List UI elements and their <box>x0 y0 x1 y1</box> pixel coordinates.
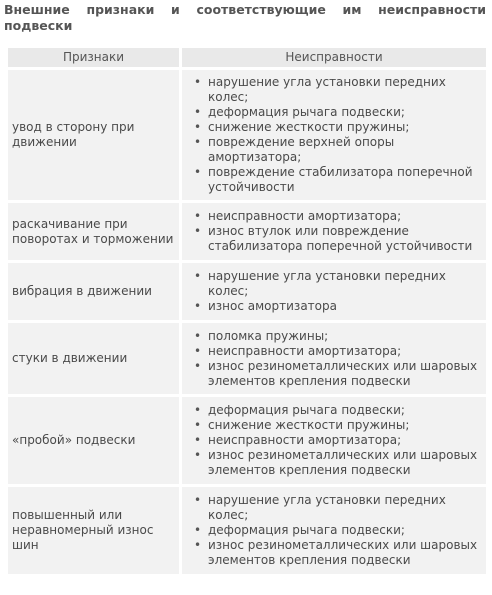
symptom-cell: стуки в движении <box>8 323 179 394</box>
table-row <box>8 487 486 574</box>
fault-item: • износ резинометаллических или шаровых элементов крепления подвески <box>208 448 486 478</box>
faults-cell <box>182 203 486 260</box>
fault-item: • износ резинометаллических или шаровых элементов крепления подвески <box>208 359 486 389</box>
faults-cell <box>182 263 486 320</box>
fault-item: • повреждение стабилизатора поперечной устойчивости <box>208 165 486 195</box>
table-header-row <box>8 48 486 67</box>
symptom-cell: повышенный или неравномерный износ шин <box>8 487 179 574</box>
symptom-cell: «пробой» подвески <box>8 397 179 484</box>
faults-cell <box>182 70 486 200</box>
faults-list <box>182 269 486 314</box>
faults-list <box>182 403 486 478</box>
table-body <box>8 70 486 574</box>
symptom-cell: вибрация в движении <box>8 263 179 320</box>
page-title: Внешние признаки и соответствующие им неисправности подвески <box>4 2 486 33</box>
table-row <box>8 70 486 200</box>
fault-item: • неисправности амортизатора; <box>208 344 486 359</box>
faults-table <box>5 45 489 577</box>
faults-list <box>182 75 486 195</box>
faults-cell <box>182 487 486 574</box>
fault-item: • повреждение верхней опоры амортизатора; <box>208 135 486 165</box>
fault-item: • износ амортизатора <box>208 299 486 314</box>
fault-item: • поломка пружины; <box>208 329 486 344</box>
symptom-cell: увод в сторону при движении <box>8 70 179 200</box>
fault-item: • износ резинометаллических или шаровых элементов крепления подвески <box>208 538 486 568</box>
fault-item: • неисправности амортизатора; <box>208 433 486 448</box>
faults-cell <box>182 323 486 394</box>
header-symptoms: Признаки <box>8 48 179 67</box>
fault-item: • нарушение угла установки передних колес; <box>208 269 486 299</box>
table-row <box>8 397 486 484</box>
fault-item: • нарушение угла установки передних колес; <box>208 75 486 105</box>
fault-item: • снижение жесткости пружины; <box>208 120 486 135</box>
faults-list <box>182 493 486 568</box>
fault-item: • нарушение угла установки передних колес; <box>208 493 486 523</box>
fault-item: • деформация рычага подвески; <box>208 403 486 418</box>
header-faults: Неисправности <box>182 48 486 67</box>
fault-item: • снижение жесткости пружины; <box>208 418 486 433</box>
faults-cell <box>182 397 486 484</box>
fault-item: • деформация рычага подвески; <box>208 105 486 120</box>
faults-list <box>182 209 486 254</box>
table-row <box>8 203 486 260</box>
table-row <box>8 263 486 320</box>
symptom-cell: раскачивание при поворотах и торможении <box>8 203 179 260</box>
fault-item: • износ втулок или повреждение стабилизатора поперечной устойчивости <box>208 224 486 254</box>
fault-item: • деформация рычага подвески; <box>208 523 486 538</box>
faults-list <box>182 329 486 389</box>
fault-item: • неисправности амортизатора; <box>208 209 486 224</box>
table-row <box>8 323 486 394</box>
